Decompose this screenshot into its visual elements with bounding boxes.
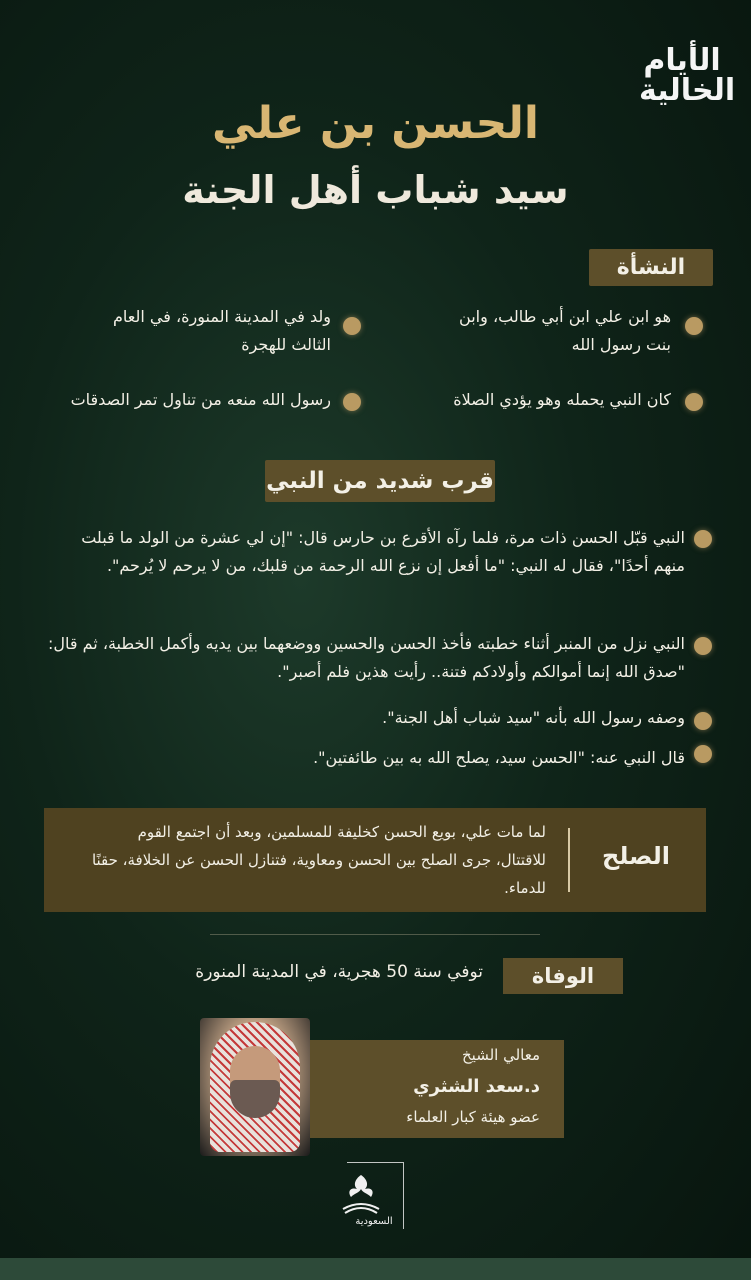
- bullet-dot-icon: [685, 393, 703, 411]
- wafat-text: توفي سنة 50 هجرية، في المدينة المنورة: [195, 962, 483, 982]
- bullet-dot-icon: [343, 393, 361, 411]
- nashaa-item-3: كان النبي يحمله وهو يؤدي الصلاة: [453, 390, 671, 409]
- qurb-item-1: النبي قبّل الحسن ذات مرة، فلما رآه الأقرع بن حارس قال: "إن لي عشرة من الولد ما قبلت منهم أحدًا"، فقال له النبي: "ما أفعل إن نزع الله الرحمة من قلبك، من لا يرحم لا يُرحم".: [81, 528, 685, 575]
- author-card: [308, 1040, 564, 1138]
- section-tag-qurb: قرب شديد من النبي: [265, 460, 495, 502]
- divider-line: [210, 934, 540, 935]
- logo-line-1: الأيام: [643, 43, 721, 78]
- qurb-item-3: وصفه رسول الله بأنه "سيد شباب أهل الجنة".: [382, 708, 685, 727]
- author-portrait: [200, 1018, 310, 1156]
- logo-line-2: الخالية: [639, 73, 736, 108]
- author-title: عضو هيئة كبار العلماء: [406, 1108, 540, 1126]
- nashaa-item-4: رسول الله منعه من تناول تمر الصدقات: [70, 390, 331, 409]
- bullet-dot-icon: [685, 317, 703, 335]
- author-name: د.سعد الشثري: [413, 1076, 540, 1097]
- bullet-dot-icon: [694, 530, 712, 548]
- salh-text: لما مات علي، بويع الحسن كخليفة للمسلمين، وبعد أن اجتمع القوم للاقتتال، جرى الصلح بين الحسن ومعاوية، فتنازل الحسن عن الخلافة، حقنًا للدماء.: [91, 823, 546, 897]
- page-subtitle: سيد شباب أهل الجنة: [182, 168, 569, 212]
- bullet-dot-icon: [694, 712, 712, 730]
- author-role: معالي الشيخ: [461, 1046, 540, 1064]
- bullet-dot-icon: [343, 317, 361, 335]
- salh-divider: [568, 828, 570, 892]
- nashaa-item-2: ولد في المدينة المنورة، في العام الثالث للهجرة: [113, 307, 331, 354]
- section-tag-wafat: الوفاة: [503, 958, 623, 994]
- salh-box: [44, 808, 706, 912]
- footer-bar: [0, 1258, 751, 1280]
- salh-label: الصلح: [602, 842, 670, 870]
- section-tag-nashaa: النشأة: [589, 249, 713, 286]
- saudi-logo-text: السعودية: [355, 1216, 393, 1227]
- nashaa-item-1: هو ابن علي ابن أبي طالب، وابن بنت رسول الله: [459, 307, 671, 354]
- qurb-item-4: قال النبي عنه: "الحسن سيد، يصلح الله به بين طائفتين".: [313, 748, 685, 767]
- qurb-item-2: النبي نزل من المنبر أثناء خطبته فأخذ الحسن والحسين ووضعهما بين يديه وأكمل الخطبة، ثم قال: "صدق الله إنما أموالكم وأولادكم فتنة.. رأيت هذين فلم أصبر".: [48, 634, 685, 681]
- bullet-dot-icon: [694, 745, 712, 763]
- bullet-dot-icon: [694, 637, 712, 655]
- page-title: الحسن بن علي: [212, 98, 539, 149]
